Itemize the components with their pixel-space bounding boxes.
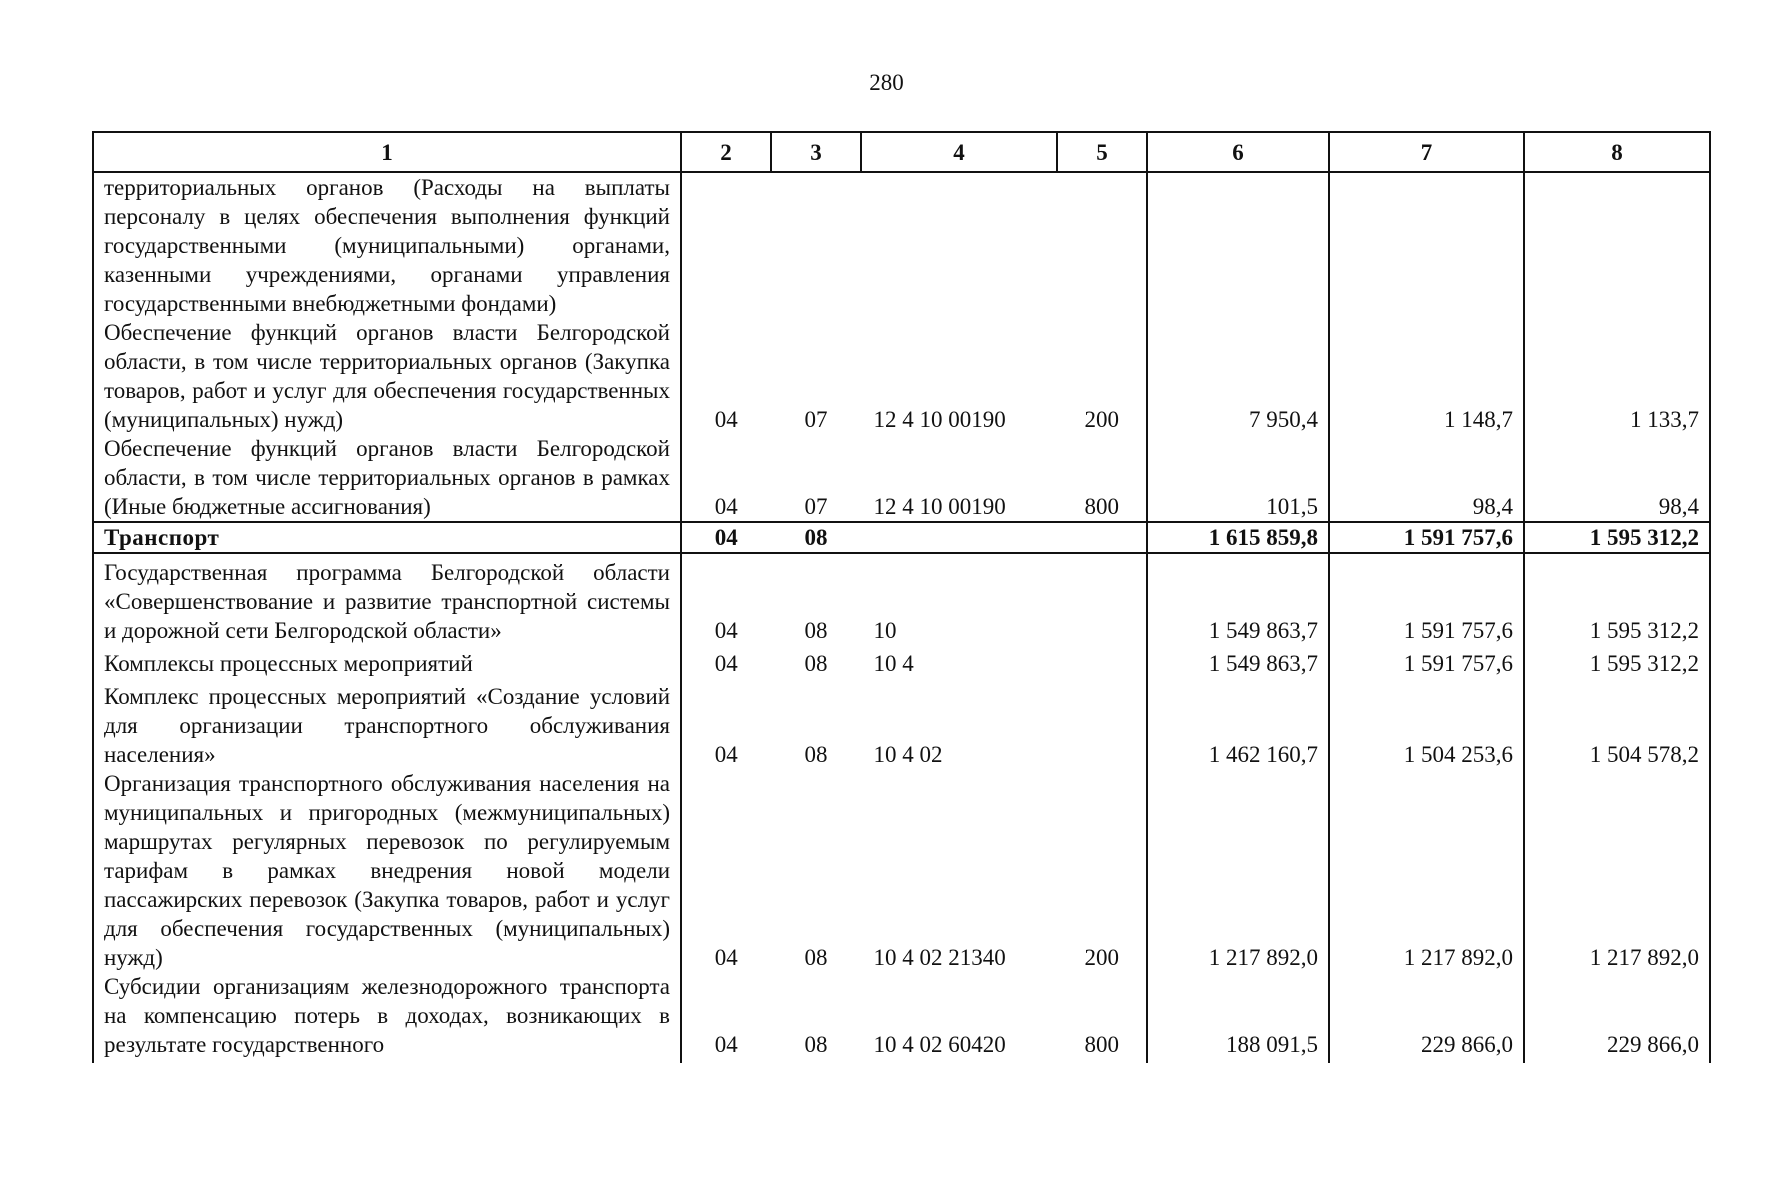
row-section	[681, 172, 771, 318]
row-subsection: 08	[804, 742, 828, 767]
row-description: территориальных органов (Расходы на выплаты персоналу в целях обеспечения выполнения функций государственными (муниципальными) органами, казенными учреждениями, органами управления государственными внебюджетными фондами)	[93, 172, 681, 318]
row-expense-type	[1057, 678, 1147, 769]
row-target-article: 10 4 02 60420	[873, 1032, 1006, 1057]
row-amount-col7: 1 148,7	[1329, 318, 1524, 434]
row-amount-col7: 1 504 253,6	[1329, 678, 1524, 769]
row-section: 04	[681, 318, 771, 434]
row-subsection: 07	[804, 407, 828, 432]
row-expense-type	[1057, 172, 1147, 318]
row-amount-col6: 188 091,5	[1147, 972, 1329, 1063]
row-expense-type: 200	[1057, 769, 1147, 972]
row-description: Государственная программа Белгородской области «Совершенствование и развитие транспортной системы и дорожной сети Белгородской области»	[93, 553, 681, 645]
row-section: 04	[681, 769, 771, 972]
row-subsection: 07	[804, 494, 828, 519]
row-amount-col8: 1 217 892,0	[1524, 769, 1710, 972]
table-row-transport-service-complex	[93, 678, 1710, 769]
header-col-8: 8	[1524, 132, 1710, 172]
row-amount-col8: 1 504 578,2	[1524, 678, 1710, 769]
row-amount-col8: 1 595 312,2	[1524, 645, 1710, 678]
table-header-row	[93, 132, 1710, 172]
row-description: Обеспечение функций органов власти Белгородской области, в том числе территориальных органов (Закупка товаров, работ и услуг для обеспечения государственных (муниципальных) нужд)	[93, 318, 681, 434]
header-col-5: 5	[1057, 132, 1147, 172]
table-row-state-program-transport	[93, 553, 1710, 645]
row-description: Субсидии организациям железнодорожного транспорта на компенсацию потерь в доходах, возникающих в результате государственного	[93, 972, 681, 1063]
row-description: Транспорт	[93, 522, 681, 553]
row-expense-type: 200	[1057, 318, 1147, 434]
header-col-1: 1	[93, 132, 681, 172]
table-row-belgorod-functions-procurement	[93, 318, 1710, 434]
row-subsection: 08	[804, 651, 828, 676]
budget-table	[92, 131, 1711, 1063]
row-target-article: 10 4 02	[873, 742, 943, 767]
row-amount-col8: 1 133,7	[1524, 318, 1710, 434]
row-amount-col6: 1 217 892,0	[1147, 769, 1329, 972]
row-target-article: 12 4 10 00190	[873, 494, 1006, 519]
row-amount-col8	[1524, 172, 1710, 318]
row-amount-col7: 229 866,0	[1329, 972, 1524, 1063]
row-section: 04	[681, 645, 771, 678]
row-target-article: 10 4 02 21340	[873, 945, 1006, 970]
row-amount-col6: 1 462 160,7	[1147, 678, 1329, 769]
row-expense-type: 800	[1057, 972, 1147, 1063]
row-subsection: 08	[804, 1032, 828, 1057]
row-amount-col8: 1 595 312,2	[1524, 553, 1710, 645]
row-amount-col8: 1 595 312,2	[1524, 522, 1710, 553]
row-expense-type: 800	[1057, 434, 1147, 522]
row-amount-col6: 1 549 863,7	[1147, 645, 1329, 678]
row-expense-type	[1057, 645, 1147, 678]
row-amount-col7	[1329, 172, 1524, 318]
table-row-belgorod-functions-other	[93, 434, 1710, 522]
table-row-municipal-routes	[93, 769, 1710, 972]
row-target-article	[861, 172, 1057, 318]
row-target-article: 10	[873, 618, 897, 643]
row-amount-col7: 1 591 757,6	[1329, 522, 1524, 553]
row-section: 04	[681, 972, 771, 1063]
header-col-7: 7	[1329, 132, 1524, 172]
row-subsection: 08	[804, 945, 828, 970]
row-subsection: 08	[771, 522, 861, 553]
row-amount-col6: 7 950,4	[1147, 318, 1329, 434]
header-col-4: 4	[861, 132, 1057, 172]
table-body	[93, 172, 1710, 1063]
row-section: 04	[681, 434, 771, 522]
row-amount-col6	[1147, 172, 1329, 318]
row-amount-col8: 98,4	[1524, 434, 1710, 522]
row-expense-type	[1057, 522, 1147, 553]
row-amount-col7: 1 217 892,0	[1329, 769, 1524, 972]
row-target-article	[861, 522, 1057, 553]
row-amount-col7: 1 591 757,6	[1329, 553, 1524, 645]
row-subsection: 08	[804, 618, 828, 643]
row-amount-col6: 1 549 863,7	[1147, 553, 1329, 645]
header-col-6: 6	[1147, 132, 1329, 172]
row-description: Комплекс процессных мероприятий «Создание условий для организации транспортного обслуживания населения»	[93, 678, 681, 769]
page-number: 280	[869, 70, 904, 95]
row-description: Организация транспортного обслуживания населения на муниципальных и пригородных (межмуниципальных) маршрутах регулярных перевозок по регулируемым тарифам в рамках внедрения новой модели пассажирских перевозок (Закупка товаров, работ и услуг для обеспечения государственных (муниципальных) нужд)	[93, 769, 681, 972]
header-col-2: 2	[681, 132, 771, 172]
table-row-process-complexes	[93, 645, 1710, 678]
row-amount-col7: 98,4	[1329, 434, 1524, 522]
row-target-article: 10 4	[873, 651, 914, 676]
row-subsection	[771, 172, 861, 318]
row-amount-col7: 1 591 757,6	[1329, 645, 1524, 678]
row-amount-col6: 1 615 859,8	[1147, 522, 1329, 553]
row-section: 04	[681, 553, 771, 645]
row-description: Комплексы процессных мероприятий	[93, 645, 681, 678]
row-section: 04	[681, 522, 771, 553]
row-amount-col8: 229 866,0	[1524, 972, 1710, 1063]
row-amount-col6: 101,5	[1147, 434, 1329, 522]
row-section: 04	[681, 678, 771, 769]
header-col-3: 3	[771, 132, 861, 172]
row-expense-type	[1057, 553, 1147, 645]
row-description: Обеспечение функций органов власти Белгородской области, в том числе территориальных органов в рамках (Иные бюджетные ассигнования)	[93, 434, 681, 522]
table-row-transport	[93, 522, 1710, 553]
table-row-railway-subsidies	[93, 972, 1710, 1063]
row-target-article: 12 4 10 00190	[873, 407, 1006, 432]
table-row-territorial-organs-personnel	[93, 172, 1710, 318]
